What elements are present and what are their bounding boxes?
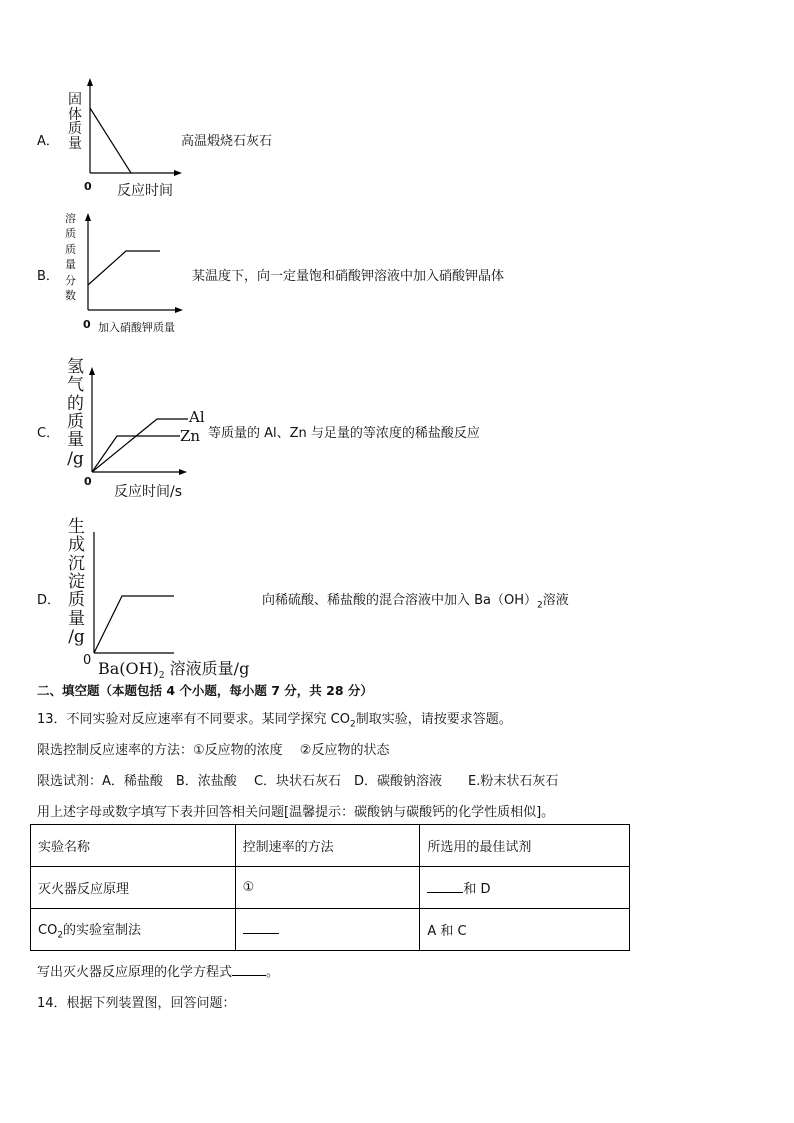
option-c-x-axis-label: 反应时间/s — [114, 484, 183, 500]
answer-blank[interactable] — [232, 963, 266, 976]
table-header-cell: 控制速率的方法 — [235, 825, 420, 867]
q13-methods: 限选控制反应速率的方法：①反应物的浓度 ②反应物的状态 — [37, 743, 390, 758]
option-c-series-label-zn: Zn — [180, 427, 201, 445]
section-2-heading: 二、填空题（本题包括 4 个小题，每小题 7 分，共 28 分） — [37, 683, 373, 698]
option-a-curve — [90, 108, 131, 173]
option-d-x-axis-label: $Ba(OH)_2$ 溶液质量/g — [98, 659, 250, 682]
option-c-y-axis-label: 氢 气 的 质 量 /g — [67, 357, 84, 469]
option-d-letter: D． — [37, 593, 61, 608]
option-d-curve — [94, 596, 174, 653]
q13-reagents: 限选试剂：A．稀盐酸 B．浓盐酸 C．块状石灰石 D．碳酸钠溶液 E.粉末状石灰石 — [37, 774, 559, 789]
option-b-curve — [88, 251, 160, 285]
option-d-origin: 0 — [83, 653, 92, 668]
option-b-x-axis-label: 加入硝酸钾质量 — [98, 321, 175, 334]
answer-blank[interactable] — [427, 880, 463, 893]
option-c-y-arrow — [89, 367, 95, 375]
option-a-chart — [82, 78, 192, 188]
table-header-row — [31, 825, 630, 867]
option-d-description: 向稀硫酸、稀盐酸的混合溶液中加入 $Ba(OH)_2$溶液 — [262, 593, 569, 611]
option-a-x-axis-label: 反应时间 — [117, 183, 173, 199]
option-a-letter: A． — [37, 134, 59, 149]
option-b-y-axis-label: 溶 质 质 量 分 数 — [65, 212, 76, 302]
option-c-letter: C． — [37, 426, 60, 441]
option-b-description: 某温度下，向一定量饱和硝酸钾溶液中加入硝酸钾晶体 — [192, 269, 505, 284]
option-c-curve-zn — [92, 436, 180, 472]
option-a-description: 高温煅烧石灰石 — [181, 134, 273, 149]
table-row — [31, 909, 630, 951]
table-header-cell: 实验名称 — [31, 825, 236, 867]
option-a-x-arrow — [174, 170, 182, 176]
table-cell: ① — [235, 867, 420, 909]
q13-intro: 13．不同实验对反应速率有不同要求。某同学探究 $CO_2$制取实验，请按要求答题。 — [37, 712, 512, 730]
option-d-y-axis-label: 生 成 沉 淀 质 量 /g — [68, 517, 85, 648]
option-c-x-arrow — [179, 469, 187, 475]
table-row — [31, 867, 630, 909]
option-c-description: 等质量的 Al、Zn 与足量的等浓度的稀盐酸反应 — [208, 426, 480, 441]
option-a-origin: 0 — [84, 180, 92, 193]
q13-instruction: 用上述字母或数字填写下表并回答相关问题[温馨提示：碳酸钠与碳酸钙的化学性质相似]。 — [37, 805, 555, 820]
option-c-series-label-al: Al — [189, 408, 205, 426]
option-a-y-arrow — [87, 78, 93, 86]
table-cell — [235, 909, 420, 951]
table-cell: 和 D — [420, 867, 630, 909]
q13-equation-prompt: 写出灭火器反应原理的化学方程式 。 — [37, 965, 280, 980]
option-c-curve-al — [92, 419, 188, 472]
option-b-origin: 0 — [83, 318, 91, 331]
option-b-x-arrow — [175, 307, 183, 313]
option-a-y-axis-label: 固 体 质 量 — [68, 92, 82, 153]
option-b-letter: B． — [37, 269, 59, 284]
option-c-origin: 0 — [84, 475, 92, 488]
table-cell: A 和 C — [420, 909, 630, 951]
q13-table — [30, 824, 630, 951]
option-b-chart — [80, 212, 190, 317]
table-header-cell: 所选用的最佳试剂 — [420, 825, 630, 867]
option-d-chart — [86, 526, 186, 656]
table-cell: 灭火器反应原理 — [31, 867, 236, 909]
table-cell: $CO_2$的实验室制法 — [31, 909, 236, 951]
q14-text: 14．根据下列装置图，回答问题： — [37, 996, 236, 1011]
option-c-chart — [84, 366, 204, 476]
answer-blank[interactable] — [243, 921, 279, 934]
option-b-y-arrow — [85, 213, 91, 221]
